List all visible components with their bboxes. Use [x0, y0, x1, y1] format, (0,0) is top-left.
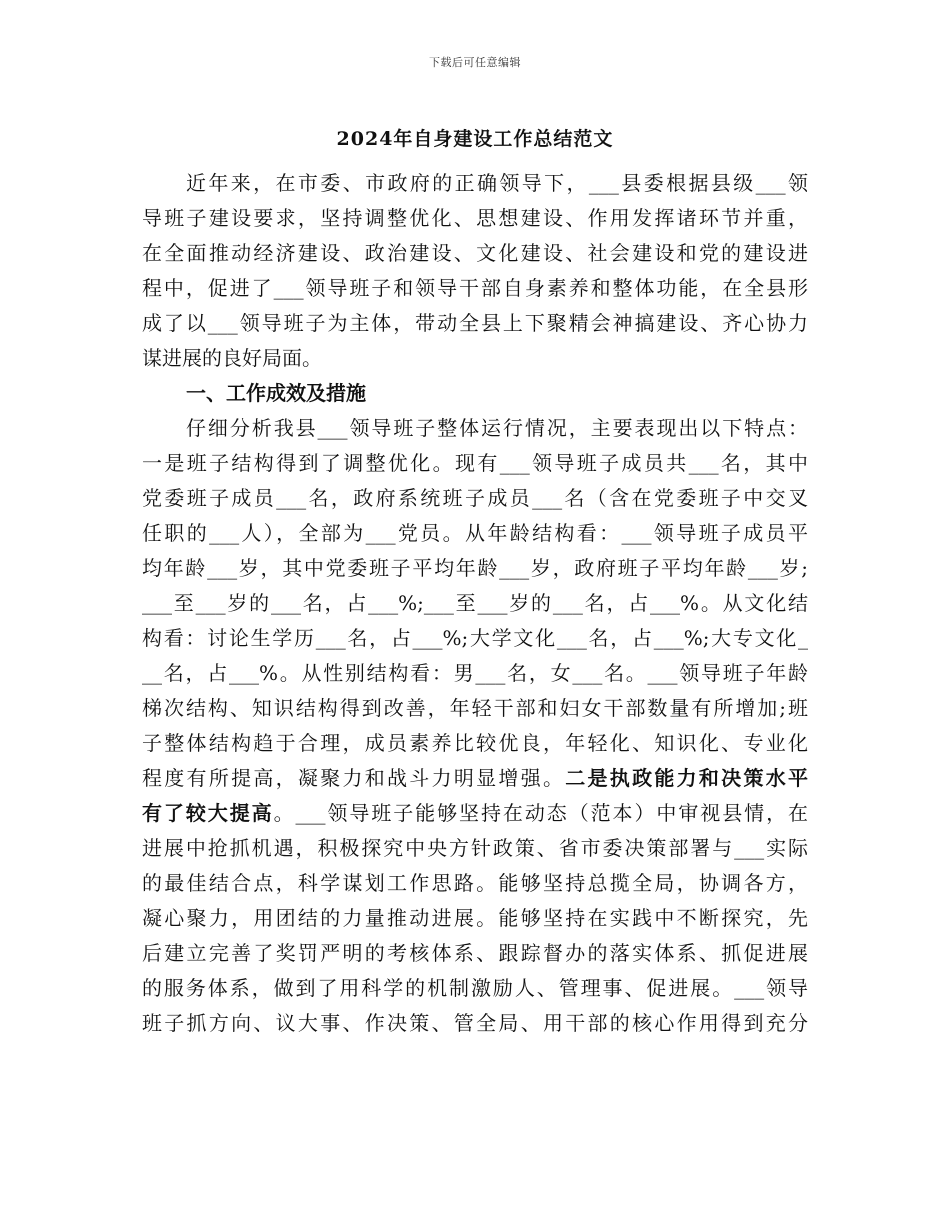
- paragraph-line: 均年龄___岁，其中党委班子平均年龄___岁，政府班子平均年龄___岁;: [142, 556, 808, 580]
- document-body: [142, 166, 808, 1041]
- bold-subheading: 二是执政能力和决策水平: [565, 766, 808, 790]
- header-note: 下载后可任意编辑: [429, 56, 521, 69]
- paragraph-line: 的服务体系，做到了用科学的机制激励人、管理事、促进展。___领导: [142, 976, 808, 1000]
- line-text: 程度有所提高，凝聚力和战斗力明显增强。: [142, 766, 566, 790]
- paragraph-line: 党委班子成员___名，政府系统班子成员___名（含在党委班子中交叉: [142, 486, 808, 510]
- paragraph-line: 构看：讨论生学历___名，占___%;大学文化___名，占___%;大专文化_: [142, 626, 808, 650]
- line-text: 。___领导班子能够坚持在动态（范本）中审视县情，在: [273, 801, 808, 825]
- paragraph-line: 谋进展的良好局面。: [142, 346, 322, 370]
- paragraph-line: 近年来，在市委、市政府的正确领导下，___县委根据县级___领: [186, 171, 808, 195]
- paragraph-line: ___至___岁的___名，占___%;___至___岁的___名，占___%。从文化结: [142, 591, 808, 615]
- paragraph-line: 一是班子结构得到了调整优化。现有___领导班子成员共___名，其中: [142, 451, 808, 475]
- paragraph-line: 任职的___人），全部为___党员。从年龄结构看：___领导班子成员平: [142, 521, 808, 545]
- section-heading: 一、工作成效及措施: [186, 381, 366, 405]
- document-title: 2024年自身建设工作总结范文: [336, 128, 614, 150]
- paragraph-line: 程中，促进了___领导班子和领导干部自身素养和整体功能，在全县形: [142, 276, 808, 300]
- paragraph-line: 子整体结构趋于合理，成员素养比较优良，年轻化、知识化、专业化: [142, 731, 808, 755]
- paragraph-line: __名，占___%。从性别结构看：男___名，女___名。___领导班子年龄: [142, 661, 808, 685]
- paragraph-line: 成了以___领导班子为主体，带动全县上下聚精会神搞建设、齐心协力: [142, 311, 808, 335]
- paragraph-line: [142, 796, 808, 831]
- paragraph-line: [142, 761, 808, 796]
- paragraph-line: 导班子建设要求，坚持调整优化、思想建设、作用发挥诸环节并重，: [142, 206, 808, 230]
- paragraph-line: 在全面推动经济建设、政治建设、文化建设、社会建设和党的建设进: [142, 241, 808, 265]
- paragraph-line: 凝心聚力，用团结的力量推动进展。能够坚持在实践中不断探究，先: [142, 906, 808, 930]
- paragraph-line: 仔细分析我县___领导班子整体运行情况，主要表现出以下特点：: [186, 416, 808, 440]
- paragraph-line: 后建立完善了奖罚严明的考核体系、跟踪督办的落实体系、抓促进展: [142, 941, 808, 965]
- bold-subheading: 有了较大提高: [142, 801, 274, 825]
- paragraph-line: 梯次结构、知识结构得到改善，年轻干部和妇女干部数量有所增加;班: [142, 696, 808, 720]
- paragraph-line: 的最佳结合点，科学谋划工作思路。能够坚持总揽全局，协调各方，: [142, 871, 808, 895]
- paragraph-line: 进展中抢抓机遇，积极探究中央方针政策、省市委决策部署与___实际: [142, 836, 808, 860]
- paragraph-line: 班子抓方向、议大事、作决策、管全局、用干部的核心作用得到充分: [142, 1011, 808, 1035]
